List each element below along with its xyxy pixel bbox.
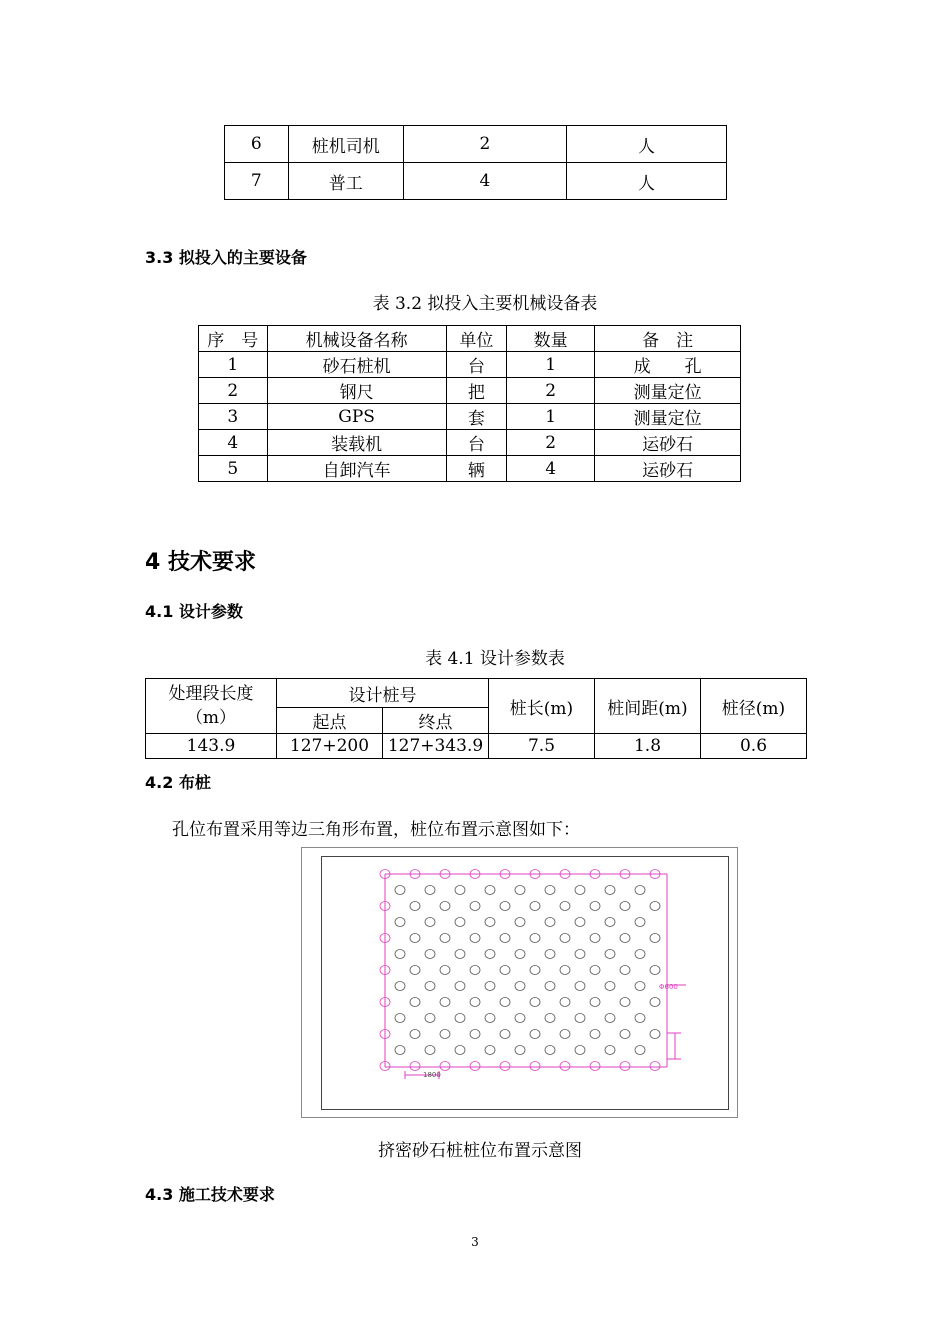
layout-description: 孔位布置采用等边三角形布置，桩位布置示意图如下：	[172, 820, 580, 840]
equipment-cell: 1	[507, 352, 595, 378]
section-4-heading: 4 技术要求	[145, 550, 256, 575]
section-3-3-heading: 3.3 拟投入的主要设备	[145, 248, 307, 267]
staff-cell-unit: 人	[566, 163, 726, 200]
dim-spacing-label: 1800	[423, 1071, 441, 1079]
header-length	[146, 679, 277, 734]
equipment-header-cell: 数量	[507, 326, 595, 352]
section-4-3-heading: 4.3 施工技术要求	[145, 1185, 275, 1204]
header-length-label: 处理段长度	[168, 684, 254, 704]
staff-cell-count: 2	[403, 126, 566, 163]
equipment-cell: 2	[507, 378, 595, 404]
equipment-header-cell: 备 注	[595, 326, 741, 352]
staff-cell-role: 桩机司机	[288, 126, 403, 163]
header-length-unit: （m）	[185, 708, 237, 728]
staff-table	[224, 125, 727, 200]
equipment-cell: 装载机	[267, 430, 446, 456]
equipment-cell: 5	[199, 456, 268, 482]
equipment-cell: 测量定位	[595, 404, 741, 430]
equipment-table	[198, 325, 741, 482]
equipment-cell: 钢尺	[267, 378, 446, 404]
pile-layout-diagram	[301, 847, 738, 1118]
equipment-cell: 3	[199, 404, 268, 430]
section-4-2-heading: 4.2 布桩	[145, 773, 211, 792]
staff-row	[225, 163, 727, 200]
equipment-header-cell: 单位	[446, 326, 506, 352]
page-number: 3	[471, 1235, 479, 1249]
equipment-cell: 自卸汽车	[267, 456, 446, 482]
equipment-cell: 成 孔	[595, 352, 741, 378]
equipment-cell: 台	[446, 430, 506, 456]
header-pile-length: 桩长(m)	[489, 679, 595, 734]
table-3-2-caption: 表 3.2 拟投入主要机械设备表	[372, 294, 598, 314]
header-spacing: 桩间距(m)	[595, 679, 701, 734]
cell-start: 127+200	[277, 734, 383, 759]
equipment-cell: 辆	[446, 456, 506, 482]
equipment-cell: 套	[446, 404, 506, 430]
equipment-cell: 4	[199, 430, 268, 456]
header-start: 起点	[277, 708, 383, 734]
equipment-cell: 台	[446, 352, 506, 378]
equipment-row	[199, 378, 741, 404]
table-4-1-caption: 表 4.1 设计参数表	[425, 649, 565, 669]
section-4-1-heading: 4.1 设计参数	[145, 602, 243, 621]
equipment-cell: 1	[199, 352, 268, 378]
header-end: 终点	[383, 708, 489, 734]
equipment-cell: 运砂石	[595, 456, 741, 482]
cell-diameter: 0.6	[701, 734, 807, 759]
equipment-row	[199, 352, 741, 378]
header-diameter: 桩径(m)	[701, 679, 807, 734]
staff-cell-count: 4	[403, 163, 566, 200]
cell-spacing: 1.8	[595, 734, 701, 759]
cell-pile-length: 7.5	[489, 734, 595, 759]
staff-cell-no: 6	[225, 126, 289, 163]
cell-length: 143.9	[146, 734, 277, 759]
equipment-cell: 砂石桩机	[267, 352, 446, 378]
cell-end: 127+343.9	[383, 734, 489, 759]
equipment-cell: 2	[199, 378, 268, 404]
equipment-header-cell: 机械设备名称	[267, 326, 446, 352]
staff-row	[225, 126, 727, 163]
staff-cell-no: 7	[225, 163, 289, 200]
figure-caption: 挤密砂石桩桩位布置示意图	[378, 1141, 582, 1161]
staff-cell-unit: 人	[566, 126, 726, 163]
equipment-cell: 把	[446, 378, 506, 404]
equipment-cell: 2	[507, 430, 595, 456]
design-param-table	[145, 678, 807, 759]
staff-cell-role: 普工	[288, 163, 403, 200]
equipment-cell: 1	[507, 404, 595, 430]
equipment-cell: 4	[507, 456, 595, 482]
equipment-header-cell: 序 号	[199, 326, 268, 352]
equipment-row	[199, 430, 741, 456]
equipment-cell: GPS	[267, 404, 446, 430]
equipment-row	[199, 456, 741, 482]
equipment-cell: 测量定位	[595, 378, 741, 404]
header-pile-no: 设计桩号	[277, 679, 489, 708]
equipment-cell: 运砂石	[595, 430, 741, 456]
dim-diameter-label: Φ600	[659, 983, 678, 991]
equipment-row	[199, 404, 741, 430]
